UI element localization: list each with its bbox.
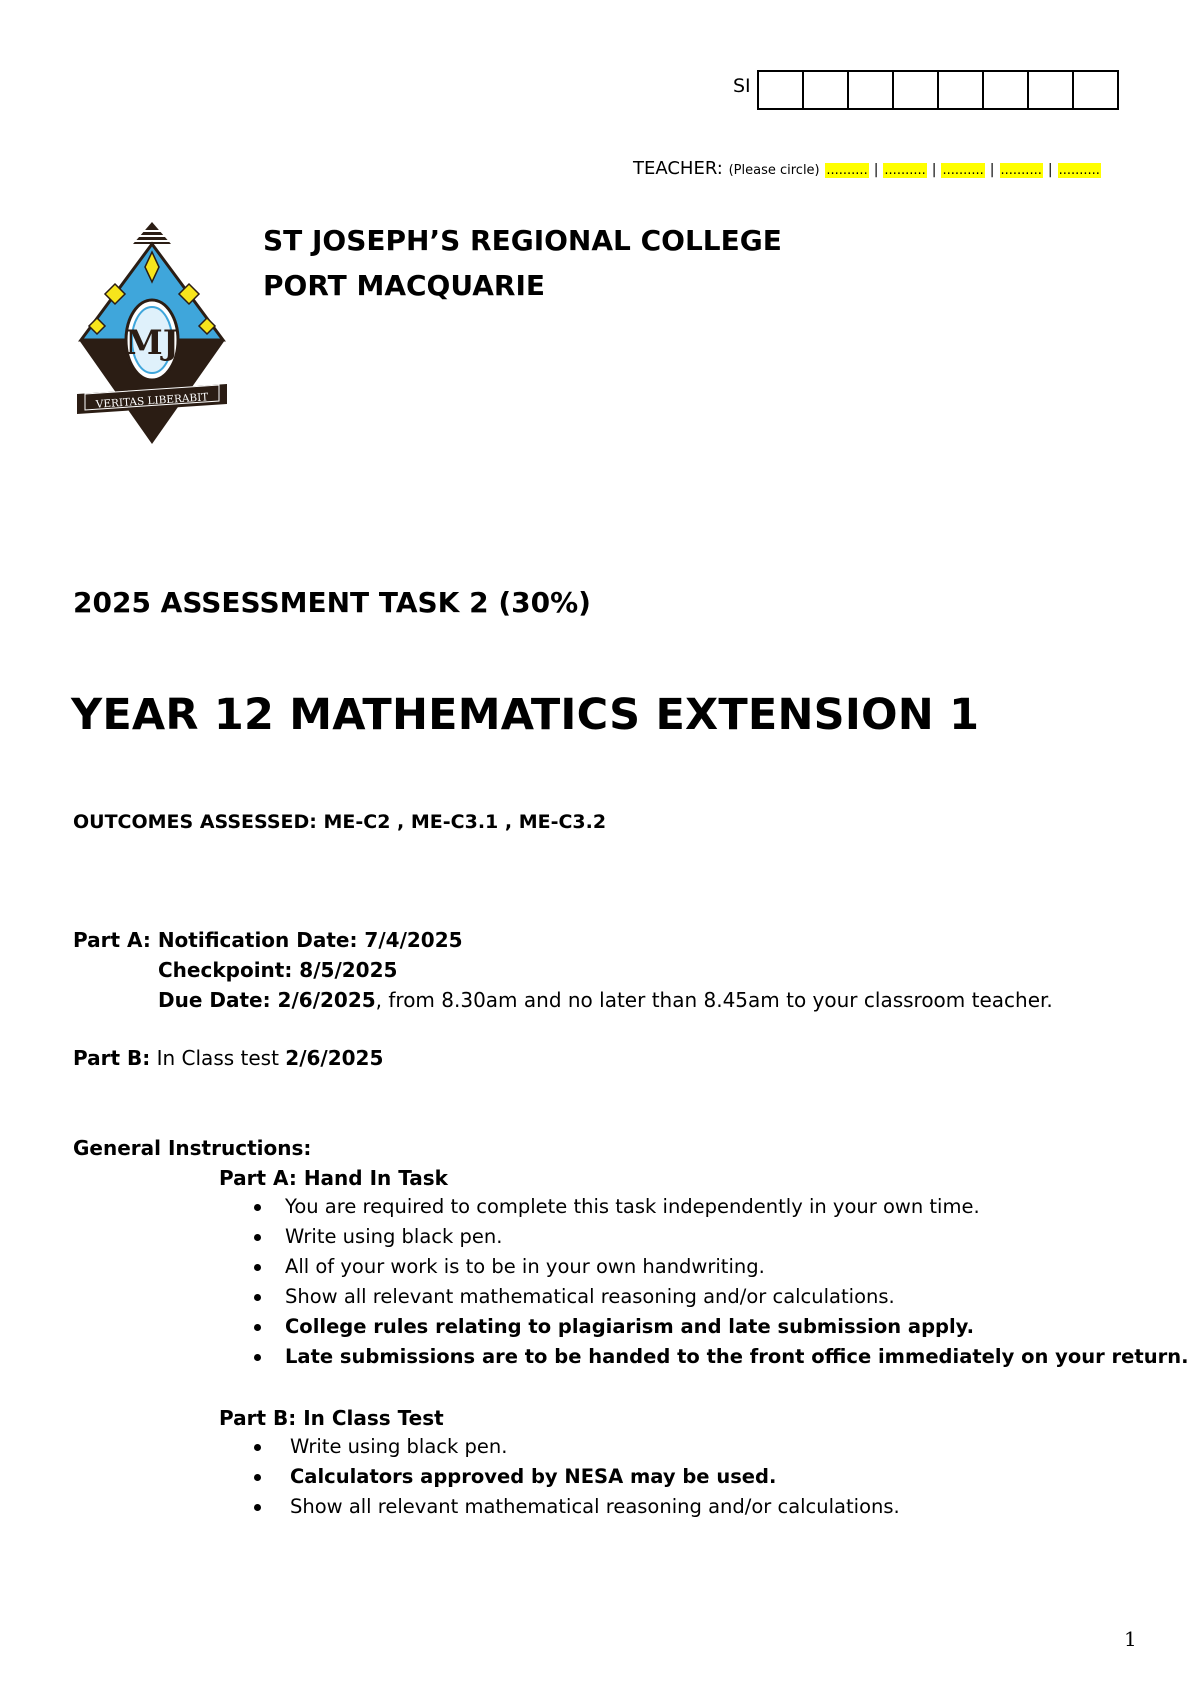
student-id-box[interactable] [1074, 72, 1119, 108]
student-id-box[interactable] [804, 72, 849, 108]
teacher-line [633, 158, 1101, 179]
student-id-box[interactable] [894, 72, 939, 108]
logo-monogram: MJ [125, 323, 179, 363]
student-id-box[interactable] [759, 72, 804, 108]
part-a-heading: Part A: Hand In Task [219, 1166, 448, 1190]
teacher-blank[interactable]: .......... [1000, 163, 1042, 178]
due-date-details: , from 8.30am and no later than 8.45am to your classroom teacher. [375, 988, 1053, 1012]
teacher-blank[interactable]: .......... [884, 163, 926, 178]
part-b-heading: Part B: In Class Test [219, 1406, 444, 1430]
list-item: College rules relating to plagiarism and late submission apply. [285, 1312, 1189, 1342]
list-item: Calculators approved by NESA may be used. [290, 1462, 900, 1492]
part-b-instructions [290, 1432, 900, 1522]
list-item: Show all relevant mathematical reasoning and/or calculations. [290, 1492, 900, 1522]
task-title: 2025 ASSESSMENT TASK 2 (30%) [73, 586, 591, 619]
list-item: Late submissions are to be handed to the front office immediately on your return. [285, 1342, 1189, 1372]
student-id-box[interactable] [939, 72, 984, 108]
teacher-separator: | [989, 162, 995, 178]
due-date [158, 988, 1053, 1012]
teacher-blank[interactable]: .......... [1058, 163, 1100, 178]
page-number: 1 [1124, 1627, 1137, 1651]
list-item: Show all relevant mathematical reasoning and/or calculations. [285, 1282, 1189, 1312]
part-b-date: 2/6/2025 [285, 1046, 384, 1070]
general-instructions-heading: General Instructions: [73, 1136, 312, 1160]
student-id-box[interactable] [1029, 72, 1074, 108]
student-id-box[interactable] [984, 72, 1029, 108]
part-a-instructions [285, 1192, 1189, 1372]
list-item: Write using black pen. [285, 1222, 1189, 1252]
college-logo [75, 222, 230, 462]
teacher-hint: (Please circle) [728, 163, 820, 178]
list-item: Write using black pen. [290, 1432, 900, 1462]
teacher-separator: | [931, 162, 937, 178]
teacher-blank[interactable]: .......... [826, 163, 868, 178]
teacher-blank[interactable]: .......... [942, 163, 984, 178]
school-name: ST JOSEPH’S REGIONAL COLLEGE [263, 224, 782, 257]
checkpoint-date: Checkpoint: 8/5/2025 [158, 958, 398, 982]
logo-pyramid [133, 222, 171, 244]
student-id-label: SI [733, 75, 751, 97]
teacher-label: TEACHER: [633, 158, 723, 179]
part-b-test-date [73, 1046, 383, 1070]
student-id-boxes[interactable] [757, 70, 1119, 110]
logo-motto: VERITAS LIBERABIT [95, 391, 209, 411]
school-heading [263, 218, 782, 308]
part-b-label: Part B: [73, 1046, 151, 1070]
subject-title: YEAR 12 MATHEMATICS EXTENSION 1 [71, 690, 980, 740]
school-location: PORT MACQUARIE [263, 269, 546, 302]
due-date-label: Due Date: 2/6/2025 [158, 988, 376, 1012]
list-item: All of your work is to be in your own handwriting. [285, 1252, 1189, 1282]
student-id-box[interactable] [849, 72, 894, 108]
teacher-separator: | [873, 162, 879, 178]
part-b-description: In Class test [150, 1046, 286, 1070]
teacher-separator: | [1047, 162, 1053, 178]
list-item: You are required to complete this task independently in your own time. [285, 1192, 1189, 1222]
part-a-notification-date: Part A: Notification Date: 7/4/2025 [73, 928, 463, 952]
outcomes-assessed: OUTCOMES ASSESSED: ME-C2 , ME-C3.1 , ME-C3.2 [73, 811, 607, 833]
